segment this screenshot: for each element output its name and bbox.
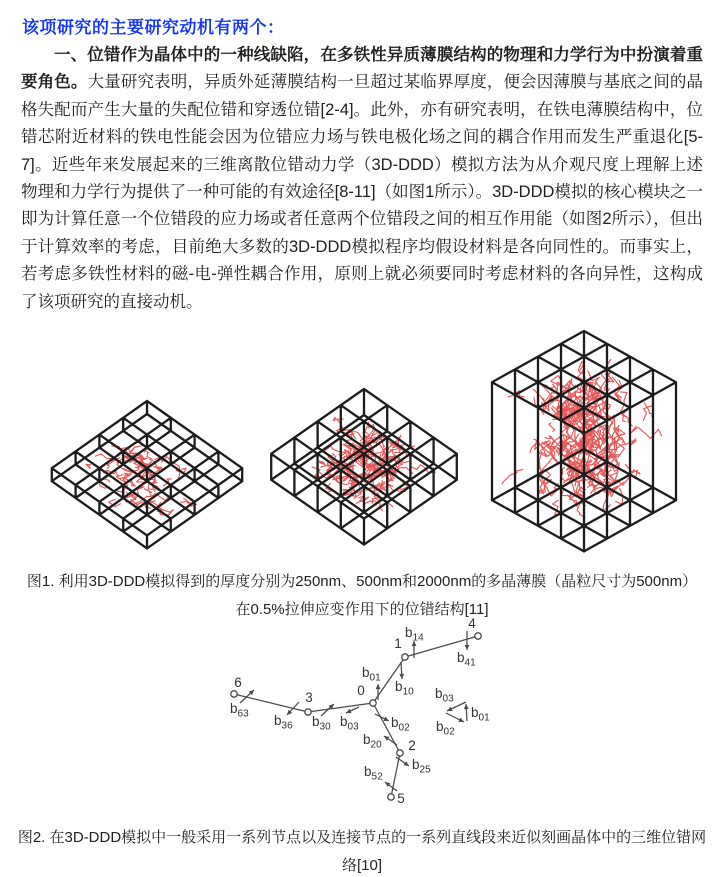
burgers-closure-triangle bbox=[435, 686, 490, 738]
figure1-caption-line1: 图1. 利用3D-DDD模拟得到的厚度分别为250nm、500nm和2000nm的多晶薄膜（晶粒尺寸为500nm） bbox=[26, 573, 698, 590]
burgers-vector-b01 bbox=[362, 665, 381, 700]
page-title: 该项研究的主要研究动机有两个： bbox=[22, 18, 285, 37]
svg-text:b25: $b_{25}$ bbox=[412, 757, 431, 776]
svg-text:b36: $b_{36}$ bbox=[274, 713, 293, 732]
svg-text:b63: $b_{63}$ bbox=[230, 701, 249, 720]
figure2-caption-line2: 络[10] bbox=[341, 857, 383, 874]
wireframe-box-film-250nm bbox=[52, 401, 242, 548]
svg-text:b02: $b_{02}$ bbox=[391, 715, 410, 734]
svg-text:b03: $b_{03}$ bbox=[340, 714, 359, 733]
node-2 bbox=[397, 738, 416, 756]
svg-text:b30: $b_{30}$ bbox=[312, 714, 331, 733]
svg-text:2: 2 bbox=[408, 738, 416, 753]
svg-text:b03: $b_{03}$ bbox=[435, 686, 454, 705]
figure2-caption bbox=[0, 824, 724, 877]
svg-text:4: 4 bbox=[468, 616, 476, 631]
svg-text:3: 3 bbox=[305, 690, 313, 705]
svg-text:b52: $b_{52}$ bbox=[364, 764, 383, 783]
svg-text:b10: $b_{10}$ bbox=[395, 679, 414, 698]
paragraph-body: 大量研究表明，异质外延薄膜结构一旦超过某临界厚度，便会因薄膜与基底之间的晶格失配而产生大量的失配位错和穿透位错[2-4]。此外，亦有研究表明，在铁电薄膜结构中，位错芯附近材料的铁电性能会因为位错应力场与铁电极化场之间的耦合作用而发生严重退化[5-7]。近些年来发展起来的三维离散位错动力学（3D-DDD）模拟方法为从介观尺度上理解上述物理和力学行为提供了一种可能的有效途径[8-11]（如图1所示）。3D-DDD模拟的核心模块之一即为计算任意一个位错段的应力场或者任意两个位错段之间的相互作用能（如图2所示），但出于计算效率的考虑，目前绝大多数的3D-DDD模拟程序均假设材料是各向同性的。而事实上，若考虑多铁性材料的磁-电-弹性耦合作用，原则上就必须要同时考虑材料的各向异性，这构成了该项研究的直接动机。 bbox=[21, 73, 704, 311]
svg-text:b01: $b_{01}$ bbox=[362, 665, 381, 684]
intro-paragraph bbox=[21, 42, 703, 316]
figure2-caption-line1: 图2. 在3D-DDD模拟中一般采用一系列节点以及连接节点的一系列直线段来近似刻画晶体中的三维位错网 bbox=[17, 829, 707, 846]
svg-text:b20: $b_{20}$ bbox=[363, 732, 382, 751]
node-4 bbox=[468, 616, 481, 639]
svg-text:1: 1 bbox=[394, 636, 402, 651]
svg-text:0: 0 bbox=[357, 683, 365, 698]
node-3 bbox=[305, 690, 313, 715]
segment-3-0 bbox=[308, 703, 373, 712]
grain-frame bbox=[492, 331, 676, 551]
wireframe-box-film-500nm bbox=[271, 389, 457, 545]
burgers-vector-b20 bbox=[363, 732, 397, 751]
grain-frame bbox=[271, 389, 457, 545]
node-6 bbox=[231, 675, 242, 697]
burgers-vector-b02 bbox=[375, 714, 410, 734]
svg-text:b14: $b_{14}$ bbox=[405, 625, 424, 644]
figure2-node-network-diagram bbox=[0, 615, 724, 820]
svg-text:b01: $b_{01}$ bbox=[471, 705, 490, 724]
burgers-vector-b25 bbox=[396, 757, 431, 776]
burgers-vector-b52 bbox=[364, 764, 397, 791]
svg-text:5: 5 bbox=[397, 791, 405, 806]
burgers-vector-b03 bbox=[340, 707, 359, 733]
node-5 bbox=[388, 791, 405, 806]
burgers-vector-b41 bbox=[457, 631, 476, 669]
paragraph-bold-lead: 一、位错作为晶体中的一种线缺陷，在多铁性异质薄膜结构的物理和力学行为中扮演着重要角色。 bbox=[21, 46, 703, 92]
svg-text:b41: $b_{41}$ bbox=[457, 650, 476, 669]
grain-frame bbox=[52, 401, 242, 548]
wireframe-box-film-2000nm bbox=[492, 331, 676, 551]
figure1-caption-line2: 在0.5%拉伸应变作用下的位错结构[11] bbox=[235, 601, 489, 618]
svg-text:6: 6 bbox=[234, 675, 242, 690]
figure1-dislocation-wireframes bbox=[0, 330, 724, 565]
svg-text:b02: $b_{02}$ bbox=[436, 719, 455, 738]
node-0 bbox=[357, 683, 376, 706]
burgers-vector-b14 bbox=[405, 625, 424, 658]
network-graph bbox=[230, 616, 490, 806]
